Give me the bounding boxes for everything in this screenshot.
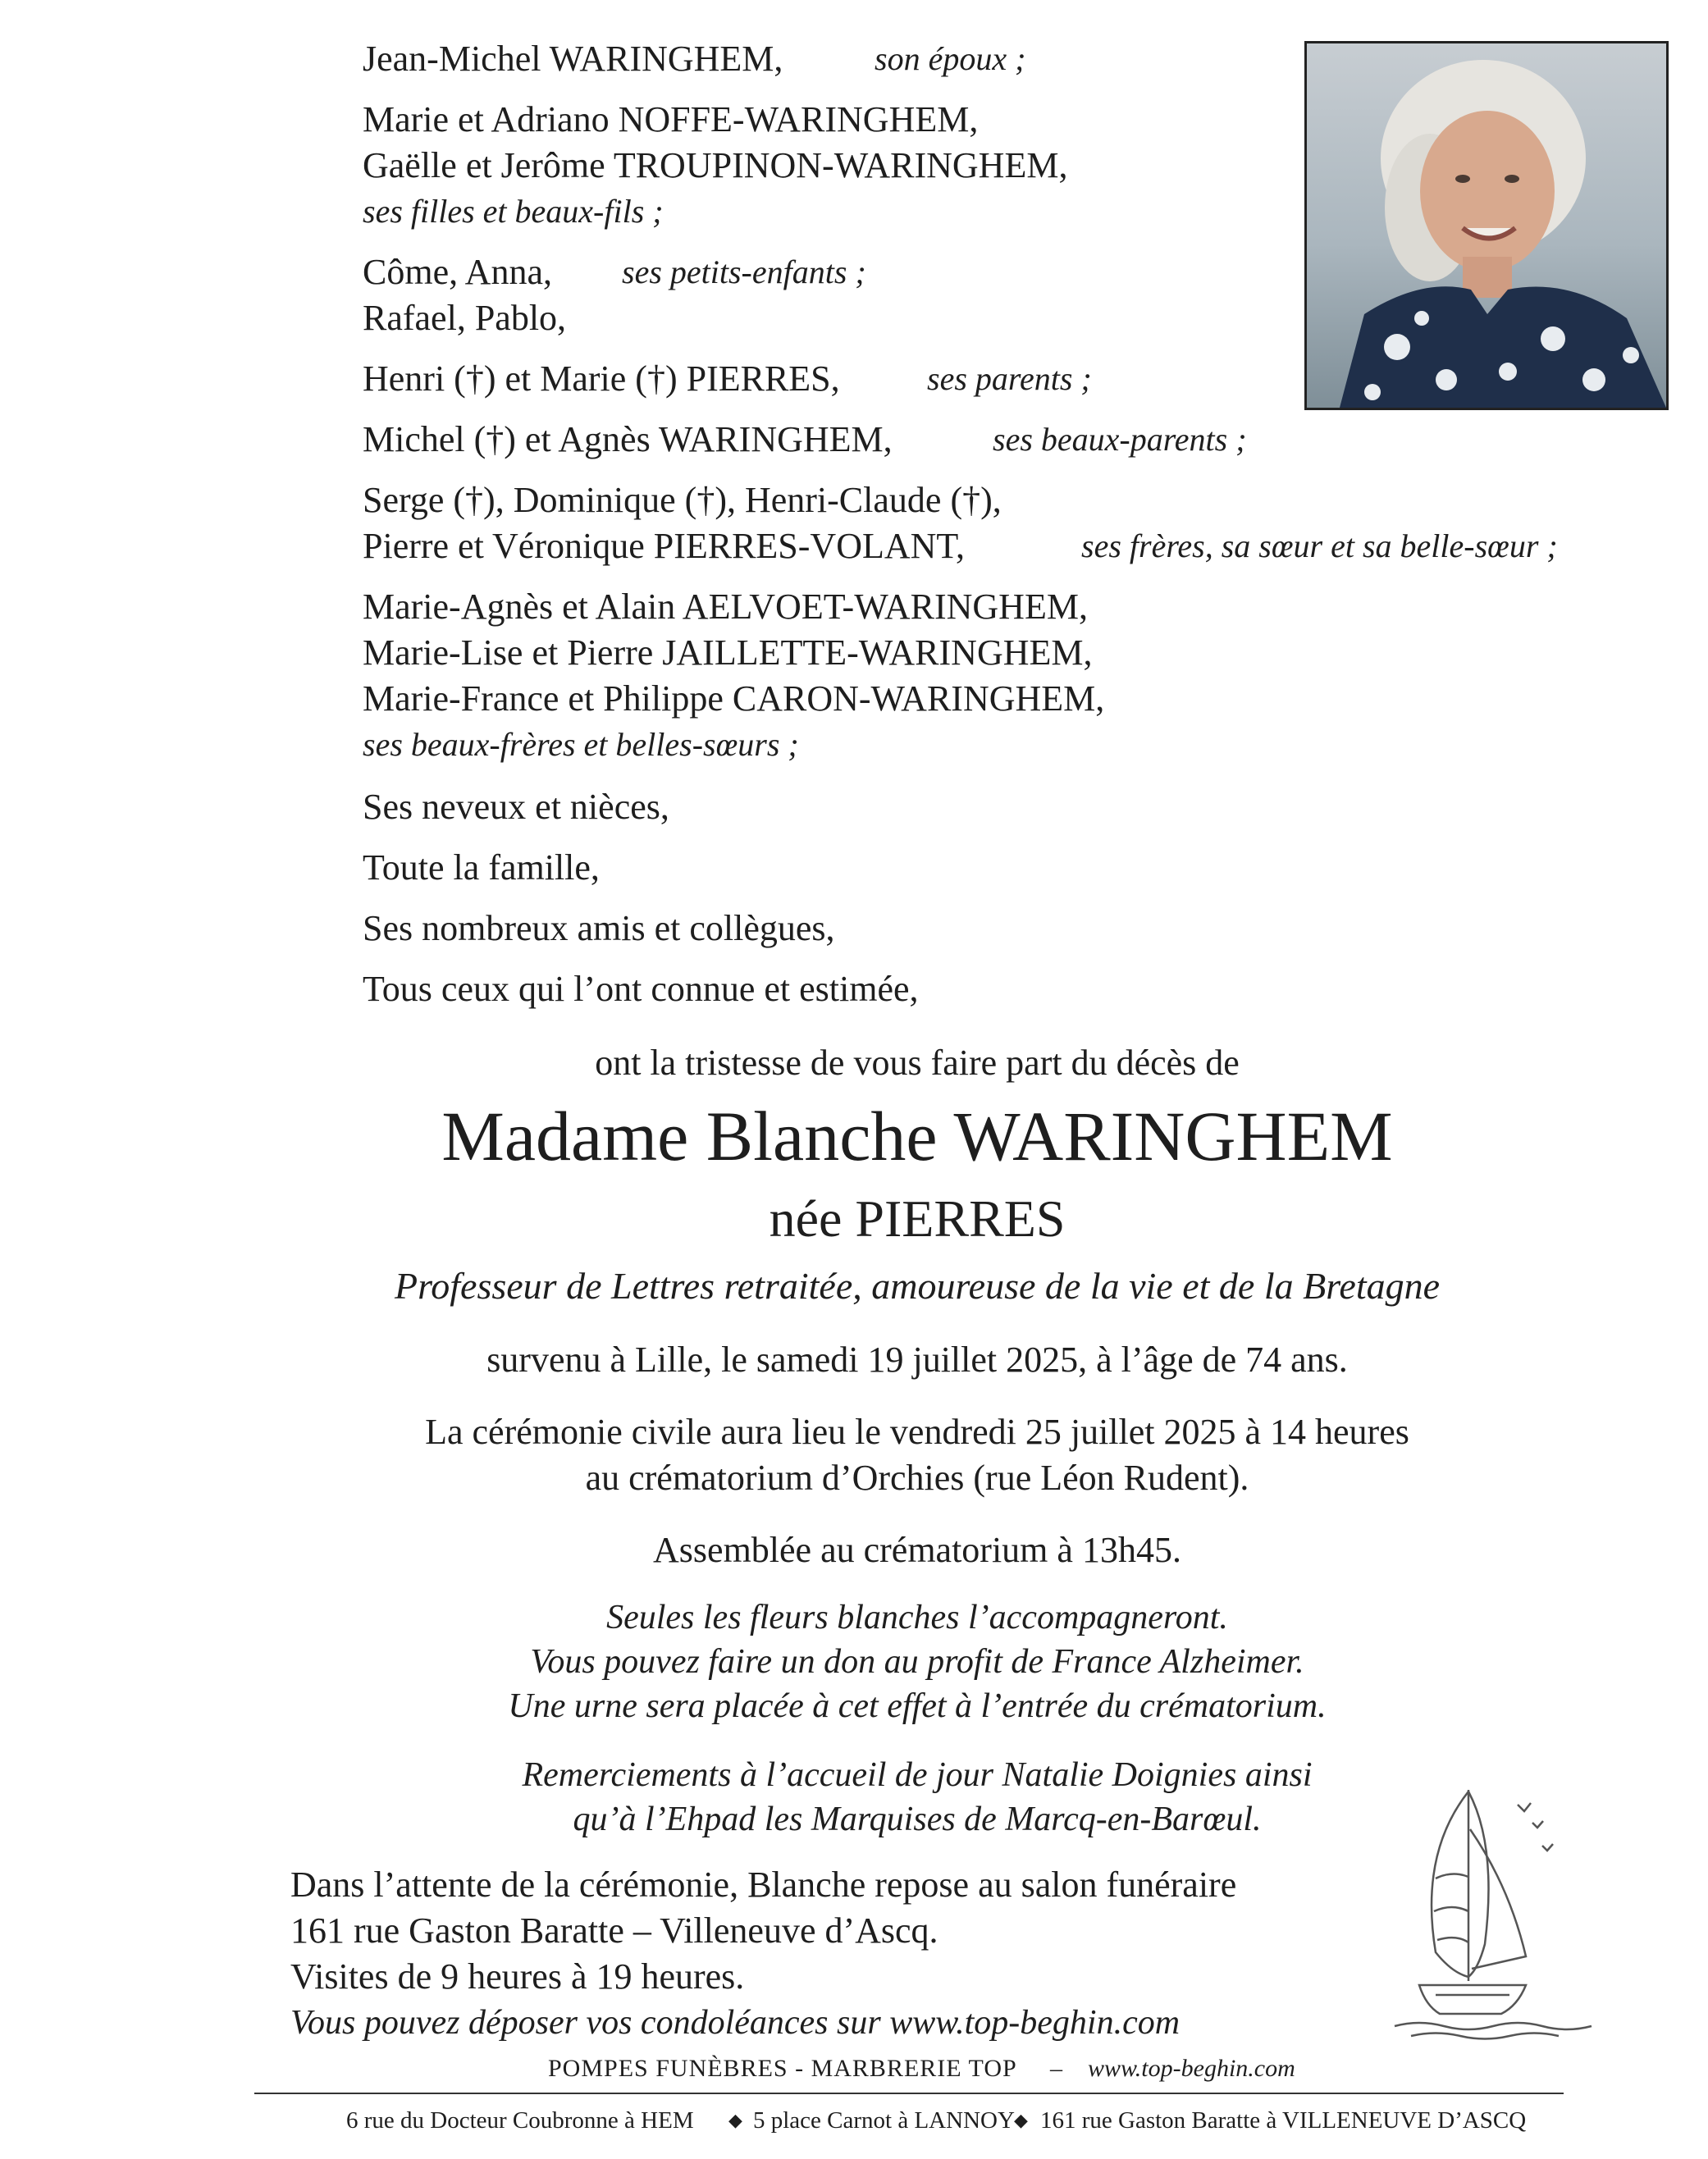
grandchildren-line-2: Rafael, Pablo, (363, 298, 567, 338)
footer-divider (254, 2093, 1564, 2094)
portrait-photo (1304, 41, 1669, 410)
assembly-time: Assemblée au crématorium à 13h45. (653, 1530, 1181, 1570)
viewing-hours: Visites de 9 heures à 19 heures. (290, 1956, 745, 1997)
footer-address-lannoy: 5 place Carnot à LANNOY (753, 2107, 1015, 2134)
daughters-line-1: Marie et Adriano NOFFE-WARINGHEM, (363, 99, 979, 139)
siblings-line-2: Pierre et Véronique PIERRES-VOLANT, (363, 526, 966, 566)
viewing-address: 161 rue Gaston Baratte – Villeneuve d’Ascq. (290, 1910, 938, 1951)
viewing-line-1: Dans l’attente de la cérémonie, Blanche repose au salon funéraire (290, 1865, 1237, 1905)
footer-separator-icon: ◆ (728, 2110, 742, 2130)
siblings-in-law-relation: ses beaux-frères et belles-sœurs ; (363, 726, 799, 763)
sailboat-drawing-icon (1386, 1780, 1608, 2043)
grandchildren-line-1: Côme, Anna, (363, 252, 552, 292)
in-laws-name: Michel (†) et Agnès WARINGHEM, (363, 419, 893, 459)
spouse-name: Jean-Michel WARINGHEM, (363, 39, 783, 79)
siblings-in-law-line-1: Marie-Agnès et Alain AELVOET-WARINGHEM, (363, 587, 1088, 627)
note-urn: Une urne sera placée à cet effet à l’entrée du crématorium. (508, 1687, 1327, 1725)
siblings-relation: ses frères, sa sœur et sa belle-sœur ; (1081, 527, 1558, 564)
siblings-line-1: Serge (†), Dominique (†), Henri-Claude (†), (363, 480, 1002, 520)
grandchildren-relation: ses petits-enfants ; (622, 253, 866, 290)
parents-name: Henri (†) et Marie (†) PIERRES, (363, 358, 840, 399)
daughters-relation: ses filles et beaux-fils ; (363, 193, 664, 230)
footer-address-hem: 6 rue du Docteur Coubronne à HEM (346, 2107, 694, 2134)
others-line-1: Ses neveux et nièces, (363, 787, 669, 827)
footer-website[interactable]: www.top-beghin.com (1088, 2055, 1295, 2082)
deceased-maiden-name: née PIERRES (769, 1189, 1066, 1248)
footer-dash: – (1050, 2055, 1062, 2082)
siblings-in-law-line-2: Marie-Lise et Pierre JAILLETTE-WARINGHEM, (363, 632, 1093, 673)
thanks-line-1: Remerciements à l’accueil de jour Natalie Doignies ainsi (522, 1756, 1313, 1794)
footer-address-villeneuve: 161 rue Gaston Baratte à VILLENEUVE D’ASCQ (1040, 2107, 1527, 2134)
death-details: survenu à Lille, le samedi 19 juillet 2025, à l’âge de 74 ans. (486, 1340, 1348, 1380)
others-line-3: Ses nombreux amis et collègues, (363, 908, 835, 948)
others-line-2: Toute la famille, (363, 847, 600, 888)
siblings-in-law-line-3: Marie-France et Philippe CARON-WARINGHEM, (363, 678, 1105, 719)
footer-separator-icon: ◆ (1014, 2110, 1028, 2130)
spouse-relation: son époux ; (875, 40, 1026, 77)
note-donation: Vous pouvez faire un don au profit de France Alzheimer. (530, 1643, 1304, 1681)
in-laws-relation: ses beaux-parents ; (993, 421, 1247, 458)
deceased-name: Madame Blanche WARINGHEM (441, 1097, 1393, 1175)
ceremony-line-1: La cérémonie civile aura lieu le vendredi 25 juillet 2025 à 14 heures (425, 1412, 1409, 1452)
footer-company: POMPES FUNÈBRES - MARBRERIE TOP (548, 2055, 1017, 2082)
deceased-description: Professeur de Lettres retraitée, amoureuse de la vie et de la Bretagne (394, 1265, 1441, 1307)
note-flowers: Seules les fleurs blanches l’accompagneront. (606, 1599, 1228, 1636)
parents-relation: ses parents ; (927, 360, 1092, 397)
daughters-line-2: Gaëlle et Jerôme TROUPINON-WARINGHEM, (363, 145, 1068, 185)
announcement: ont la tristesse de vous faire part du décès de (595, 1043, 1240, 1083)
thanks-line-2: qu’à l’Ehpad les Marquises de Marcq-en-Barœul. (573, 1801, 1262, 1838)
condolences-note: Vous pouvez déposer vos condoléances sur www.top-beghin.com (290, 2004, 1181, 2042)
ceremony-line-2: au crématorium d’Orchies (rue Léon Rudent). (585, 1458, 1249, 1498)
others-line-4: Tous ceux qui l’ont connue et estimée, (363, 969, 919, 1009)
